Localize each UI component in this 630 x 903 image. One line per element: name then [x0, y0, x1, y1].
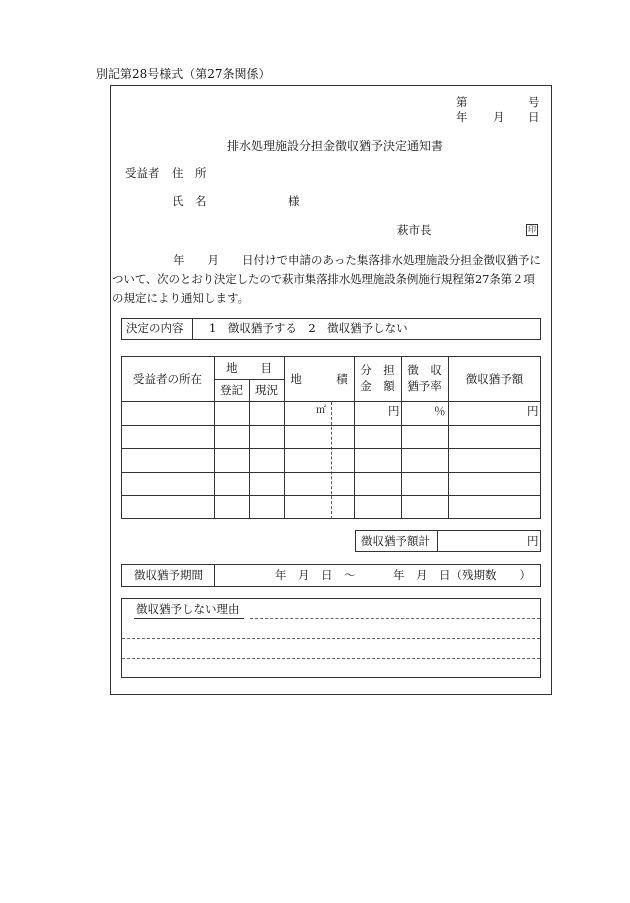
period-label: 徴収猶予期間 [134, 568, 203, 582]
address-label: 住 所 [172, 166, 207, 180]
total-label: 徴収猶予額計 [361, 534, 430, 548]
reason-label-underline [134, 618, 244, 619]
reason-line-1[interactable] [250, 618, 540, 619]
unit-deferral: 円 [527, 404, 539, 418]
header-deferral-amount: 徴収猶予額 [465, 372, 524, 386]
honorific: 様 [288, 194, 300, 208]
header-rate-2: 猶予率 [407, 379, 442, 393]
reason-label: 徴収猶予しない理由 [136, 602, 240, 616]
unit-amount: 円 [388, 404, 400, 418]
body-line-2: ついて、次のとおり決定したので萩市集落排水処理施設条例施行規程第27条第２項 [112, 272, 535, 286]
decision-options[interactable]: 1 徴収猶予する 2 徴収猶予しない [209, 321, 408, 335]
date-year: 年 [456, 110, 468, 124]
document-title: 排水処理施設分担金徴収猶予決定通知書 [227, 139, 444, 153]
body-line-3: の規定により通知します。 [112, 291, 250, 305]
header-registered: 登記 [220, 383, 243, 397]
header-land-category: 地 目 [226, 361, 272, 375]
header-rate-1: 徴 収 [407, 363, 442, 377]
beneficiary-label: 受益者 [125, 166, 160, 180]
name-label: 氏 名 [172, 194, 207, 208]
number-dai: 第 [456, 95, 468, 109]
date-month: 月 [493, 110, 505, 124]
form-label: 別記第28号様式（第27条関係） [96, 67, 271, 81]
header-area: 地 積 [290, 372, 348, 386]
header-share-amount-1: 分 担 [360, 363, 395, 377]
header-current: 現況 [255, 383, 278, 397]
reason-line-3[interactable] [122, 658, 540, 659]
header-share-amount-2: 金 額 [360, 379, 395, 393]
period-to: 年 月 日（残期数 ） [393, 568, 531, 582]
issuer-title: 萩市長 [397, 223, 432, 237]
decision-label: 決定の内容 [126, 321, 184, 335]
unit-rate: ％ [434, 404, 446, 418]
period-from: 年 月 日 ～ [275, 568, 356, 582]
date-day: 日 [528, 110, 540, 124]
header-location: 受益者の所在 [133, 372, 202, 386]
number-go: 号 [528, 95, 540, 109]
body-line-1: 年 月 日付けで申請のあった集落排水処理施設分担金徴収猶予に [173, 253, 541, 267]
reason-line-2[interactable] [122, 638, 540, 639]
total-unit: 円 [527, 534, 539, 548]
seal-mark [526, 224, 538, 236]
seal-text: 印 [528, 225, 536, 234]
unit-area: ㎡ [316, 405, 326, 416]
